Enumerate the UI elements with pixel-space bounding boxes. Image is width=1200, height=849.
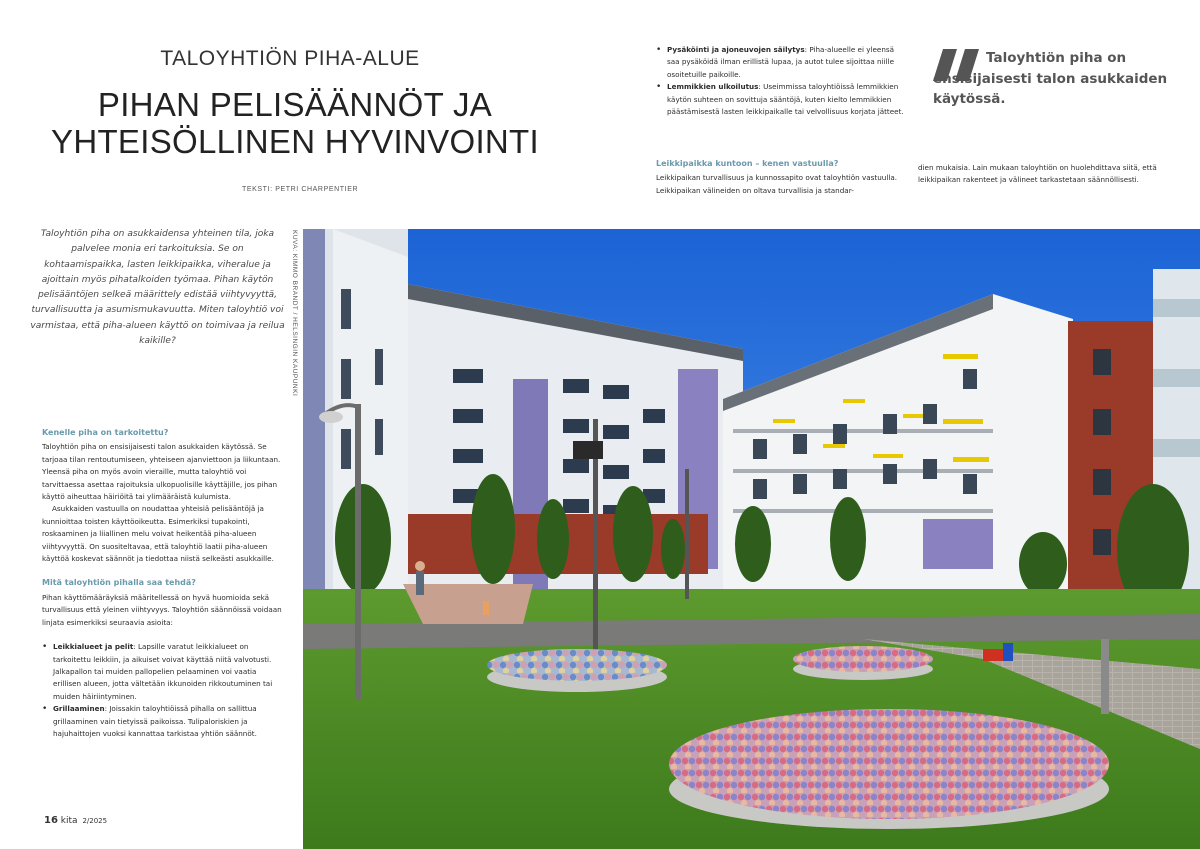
body-paragraph: Leikkipaikan turvallisuus ja kunnossapito ovat taloyhtiön vastuulla. Leikkipaikan välineiden on oltava turvallisia ja standar- bbox=[656, 173, 898, 195]
body-paragraph: Taloyhtiön piha on ensisijaisesti talon asukkaiden käytössä. Se tarjoaa tilan rentoutumiseen, yhteiseen ajanviettoon ja liikuntaan. Yleensä piha on myös avoin vieraille, mutta taloyhtiö voi tarvittaessa asettaa rajoituksia ulkopuolisille käyttäjille, jos pihan käyttö aiheuttaa häiriöitä tai ylimääräistä kulumista. bbox=[42, 442, 281, 502]
bullet-item bbox=[656, 44, 906, 81]
lead-paragraph: Taloyhtiön piha on asukkaidensa yhteinen tila, joka palvelee monia eri tarkoituksia. Se on kohtaamispaikka, lasten leikkipaikka, viheralue ja ajoittain myös pihatalkoiden työmaa. Pihan käytön pelisääntöjen selkeä määrittely edistää viihtyvyyttä, turvallisuutta ja asumismukavuutta. Miten taloyhtiö voi varmistaa, että piha-alueen käyttö on toimivaa ja reilua kaikille? bbox=[30, 229, 285, 347]
bullet-label: Leikkialueet ja pelit bbox=[53, 642, 134, 652]
magazine-name: kita bbox=[60, 816, 78, 826]
pull-quote: Taloyhtiön piha on ensisijaisesti talon asukkaiden käytössä. bbox=[933, 50, 1168, 107]
section-heading: Kenelle piha on tarkoitettu? bbox=[42, 428, 169, 437]
column-right-middle bbox=[656, 158, 906, 197]
column-right-top bbox=[656, 44, 906, 118]
folio bbox=[44, 815, 107, 826]
bullet-label: Grillaaminen bbox=[53, 704, 105, 714]
body-paragraph: Asukkaiden vastuulla on noudattaa yhteisiä pelisääntöjä ja kunnioittaa toisten käyttöoikeutta. Esimerkiksi tupakointi, roskaaminen ja liiallinen melu voivat heikentää piha-alueen viihtyvyyttä. On suositeltavaa, että taloyhtiö laatii piha-alueen käyttöä koskevat säännöt ja tiedottaa niistä selkeästi asukkaille. bbox=[42, 504, 274, 564]
column-left bbox=[42, 427, 282, 740]
title-line-1: PIHAN PELISÄÄNNÖT JA bbox=[97, 86, 493, 123]
courtyard-photo bbox=[303, 229, 1200, 849]
bullet-item bbox=[42, 641, 282, 703]
issue-number: 2/2025 bbox=[82, 817, 108, 825]
byline: TEKSTI: PETRI CHARPENTIER bbox=[242, 186, 359, 193]
bullet-text: : Piha-alueelle ei yleensä saa pysäköidä ilman erillistä lupaa, ja autot tulee sijoittaa niille osoitetuille paikoille. bbox=[667, 45, 895, 79]
kicker: TALOYHTIÖN PIHA-ALUE bbox=[160, 47, 420, 70]
bullet-text: : Joissakin taloyhtiöissä pihalla on sallittua grillaaminen vain tietyissä paikoissa. Tulipaloriskien ja hajuhaittojen vuoksi kannattaa tarkistaa yhtiön säännöt. bbox=[53, 704, 257, 738]
title-line-2: YHTEISÖLLINEN HYVINVOINTI bbox=[51, 123, 539, 160]
photo-credit: KUVA: KIMMO BRANDT / HELSINGIN KAUPUNKI bbox=[291, 230, 298, 397]
section-heading: Mitä taloyhtiön pihalla saa tehdä? bbox=[42, 578, 196, 588]
page-number: 16 bbox=[44, 815, 58, 826]
section-heading: Leikkipaikka kuntoon – kenen vastuulla? bbox=[656, 159, 839, 168]
bullet-item bbox=[42, 703, 282, 740]
bullet-label: Lemmikkien ulkoilutus bbox=[667, 82, 759, 92]
column-right-far bbox=[918, 162, 1168, 187]
body-paragraph: Pihan käyttömääräyksiä määritellessä on hyvä huomioida sekä turvallisuus että yleinen viihtyvyys. Taloyhtiön säännöissä voidaan linjata esimerkiksi seuraavia asioita: bbox=[42, 592, 282, 627]
bullet-text: : Lapsille varatut leikkialueet on tarkoitettu leikkiin, ja aikuiset voivat käyttää niitä valvotusti. Jalkapallon tai muiden pallopelien pelaaminen voi vaatia erillisen alueen, jotta vältetään ikkunoiden rikkoutuminen tai muiden häiriintyminen. bbox=[53, 642, 273, 701]
body-paragraph: dien mukaisia. Lain mukaan taloyhtiön on huolehdittava siitä, että leikkipaikan rakenteet ja välineet tarkastetaan säännöllisesti. bbox=[918, 163, 1157, 185]
bullet-label: Pysäköinti ja ajoneuvojen säilytys bbox=[667, 45, 805, 54]
page-title bbox=[40, 86, 550, 160]
bullet-text: : Useimmissa taloyhtiöissä lemmikkien käytön suhteen on sovittuja sääntöjä, kuten kielto lemmikkien päästämisestä lasten leikkipaikalle tai velvollisuus korjata jätteet. bbox=[667, 82, 904, 117]
bullet-item bbox=[656, 81, 906, 118]
